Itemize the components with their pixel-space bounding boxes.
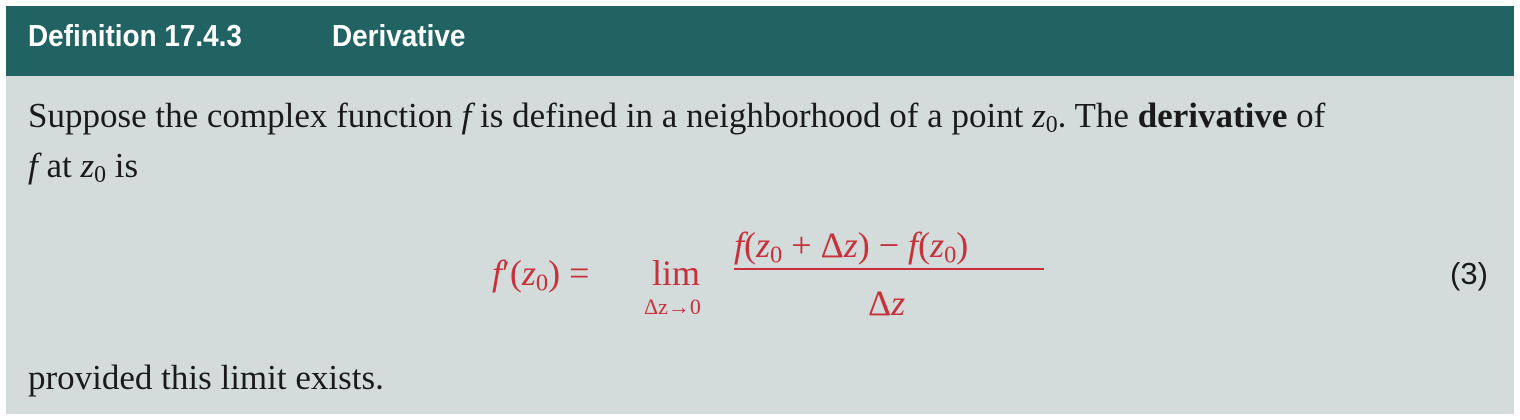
lhs-prime: ′( xyxy=(502,253,522,293)
lhs-close: ) xyxy=(548,253,561,293)
lhs-subscript: 0 xyxy=(535,269,549,297)
definition-name: Derivative xyxy=(332,18,466,53)
num-plus-delta: + Δ xyxy=(782,225,844,265)
equation-number: (3) xyxy=(1450,256,1488,291)
body-line-2 xyxy=(28,146,139,189)
text-segment: of xyxy=(1287,96,1326,135)
fraction-bar xyxy=(734,268,1044,270)
definition-box xyxy=(6,6,1514,414)
fraction-numerator xyxy=(734,224,969,269)
text-segment: Suppose the complex function xyxy=(28,96,462,135)
fraction-denominator xyxy=(868,282,905,324)
body-closing-line: provided this limit exists. xyxy=(28,358,384,397)
text-segment: at xyxy=(37,146,81,185)
limit-operator: lim xyxy=(652,253,701,293)
defined-term: derivative xyxy=(1137,96,1288,135)
equals-sign: = xyxy=(560,253,590,293)
num-minus: ) − xyxy=(857,225,909,265)
function-symbol: f xyxy=(461,96,472,135)
num-subscript: 0 xyxy=(770,241,783,269)
point-symbol: z xyxy=(1032,96,1046,135)
equation-lhs xyxy=(492,252,590,297)
limit-subscript: Δz→0 xyxy=(644,294,701,319)
num-dz: z xyxy=(843,225,858,265)
lhs-function: f xyxy=(492,253,503,293)
point-subscript: 0 xyxy=(1045,112,1058,139)
num-function-1: f xyxy=(734,225,745,265)
num-z: z xyxy=(756,225,771,265)
point-symbol: z xyxy=(80,146,95,185)
num-paren: ( xyxy=(744,225,757,265)
num-subscript-2: 0 xyxy=(944,241,957,269)
num-function-2: f xyxy=(908,225,919,265)
num-z-2: z xyxy=(930,225,945,265)
definition-header xyxy=(6,6,1514,76)
num-paren-2: ( xyxy=(918,225,931,265)
definition-label: Definition 17.4.3 xyxy=(28,18,242,53)
den-z: z xyxy=(891,283,906,323)
text-segment: is xyxy=(106,146,139,185)
function-symbol: f xyxy=(28,146,38,185)
text-segment: . The xyxy=(1057,96,1138,135)
den-delta: Δ xyxy=(868,283,892,323)
text-segment: is defined in a neighborhood of a point xyxy=(471,96,1033,135)
point-subscript: 0 xyxy=(94,162,107,189)
body-line-1 xyxy=(28,96,1326,139)
lhs-z: z xyxy=(521,253,536,293)
num-close-2: ) xyxy=(956,225,969,265)
